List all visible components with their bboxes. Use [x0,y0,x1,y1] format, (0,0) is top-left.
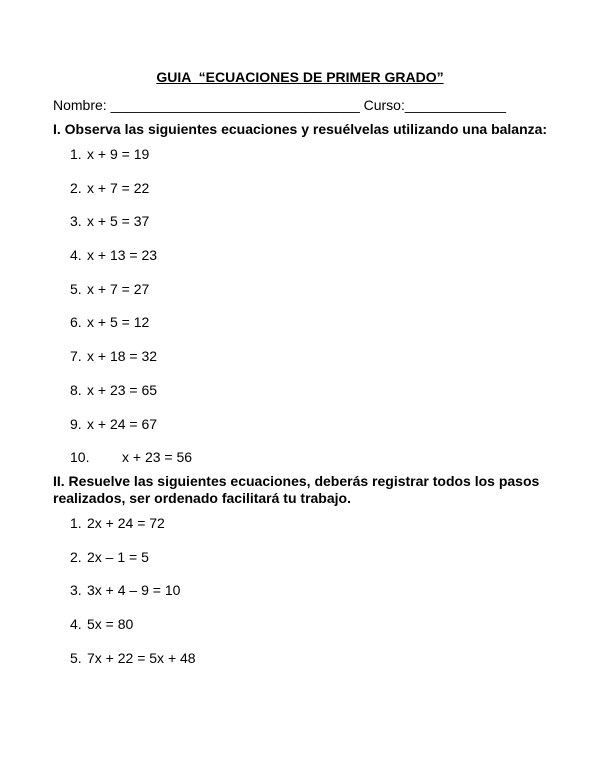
item-number: 8. [70,381,82,398]
equation-item [70,146,192,180]
item-number: 10. [70,449,90,466]
item-number: 1. [70,146,82,162]
equation-item [70,582,196,616]
item-number: 1. [70,515,82,531]
equation-text: x + 7 = 27 [87,280,150,297]
equation-item [70,247,192,281]
equation-text: x + 24 = 67 [87,415,158,432]
section-1-equation-list [70,146,192,483]
section-1-heading: I. Observa las siguientes ecuaciones y resuélvelas utilizando una balanza: [53,121,548,137]
name-course-line: Nombre: ________________________________ Curso:_____________ [53,97,507,113]
item-number: 4. [70,247,82,264]
equation-text: 5x = 80 [87,616,134,633]
item-number: 3. [70,213,82,230]
item-number: 5. [70,280,82,297]
section-2-equation-list [70,515,196,683]
equation-item [70,616,196,650]
equation-item [70,281,192,315]
item-number: 7. [70,348,82,365]
equation-text: x + 9 = 19 [87,146,150,162]
equation-item [70,416,192,450]
equation-text: x + 13 = 23 [87,247,158,264]
equation-item [70,515,196,549]
equation-item [70,348,192,382]
equation-item [70,549,196,583]
equation-text: 2x – 1 = 5 [87,548,149,565]
equation-item [70,314,192,348]
equation-text: x + 18 = 32 [87,348,158,365]
equation-item [70,382,192,416]
item-number: 3. [70,582,82,599]
page-title: GUIA “ECUACIONES DE PRIMER GRADO” [156,69,444,85]
equation-text: x + 23 = 65 [87,381,158,398]
equation-text: 2x + 24 = 72 [87,515,165,531]
equation-item [70,650,196,684]
equation-text: 7x + 22 = 5x + 48 [87,649,196,666]
item-number: 2. [70,179,82,196]
item-number: 5. [70,649,82,666]
item-number: 2. [70,548,82,565]
equation-text: x + 5 = 37 [87,213,150,230]
item-number: 4. [70,616,82,633]
item-number: 6. [70,314,82,331]
equation-text: x + 7 = 22 [87,179,150,196]
equation-item [70,213,192,247]
item-number: 9. [70,415,82,432]
section-2-heading: II. Resuelve las siguientes ecuaciones, deberás registrar todos los pasos realizados, ser ordenado facilitará tu trabajo. [53,473,540,506]
equation-item [70,180,192,214]
equation-text: 3x + 4 – 9 = 10 [87,582,181,599]
equation-text: x + 5 = 12 [87,314,150,331]
equation-text: x + 23 = 56 [122,449,193,466]
